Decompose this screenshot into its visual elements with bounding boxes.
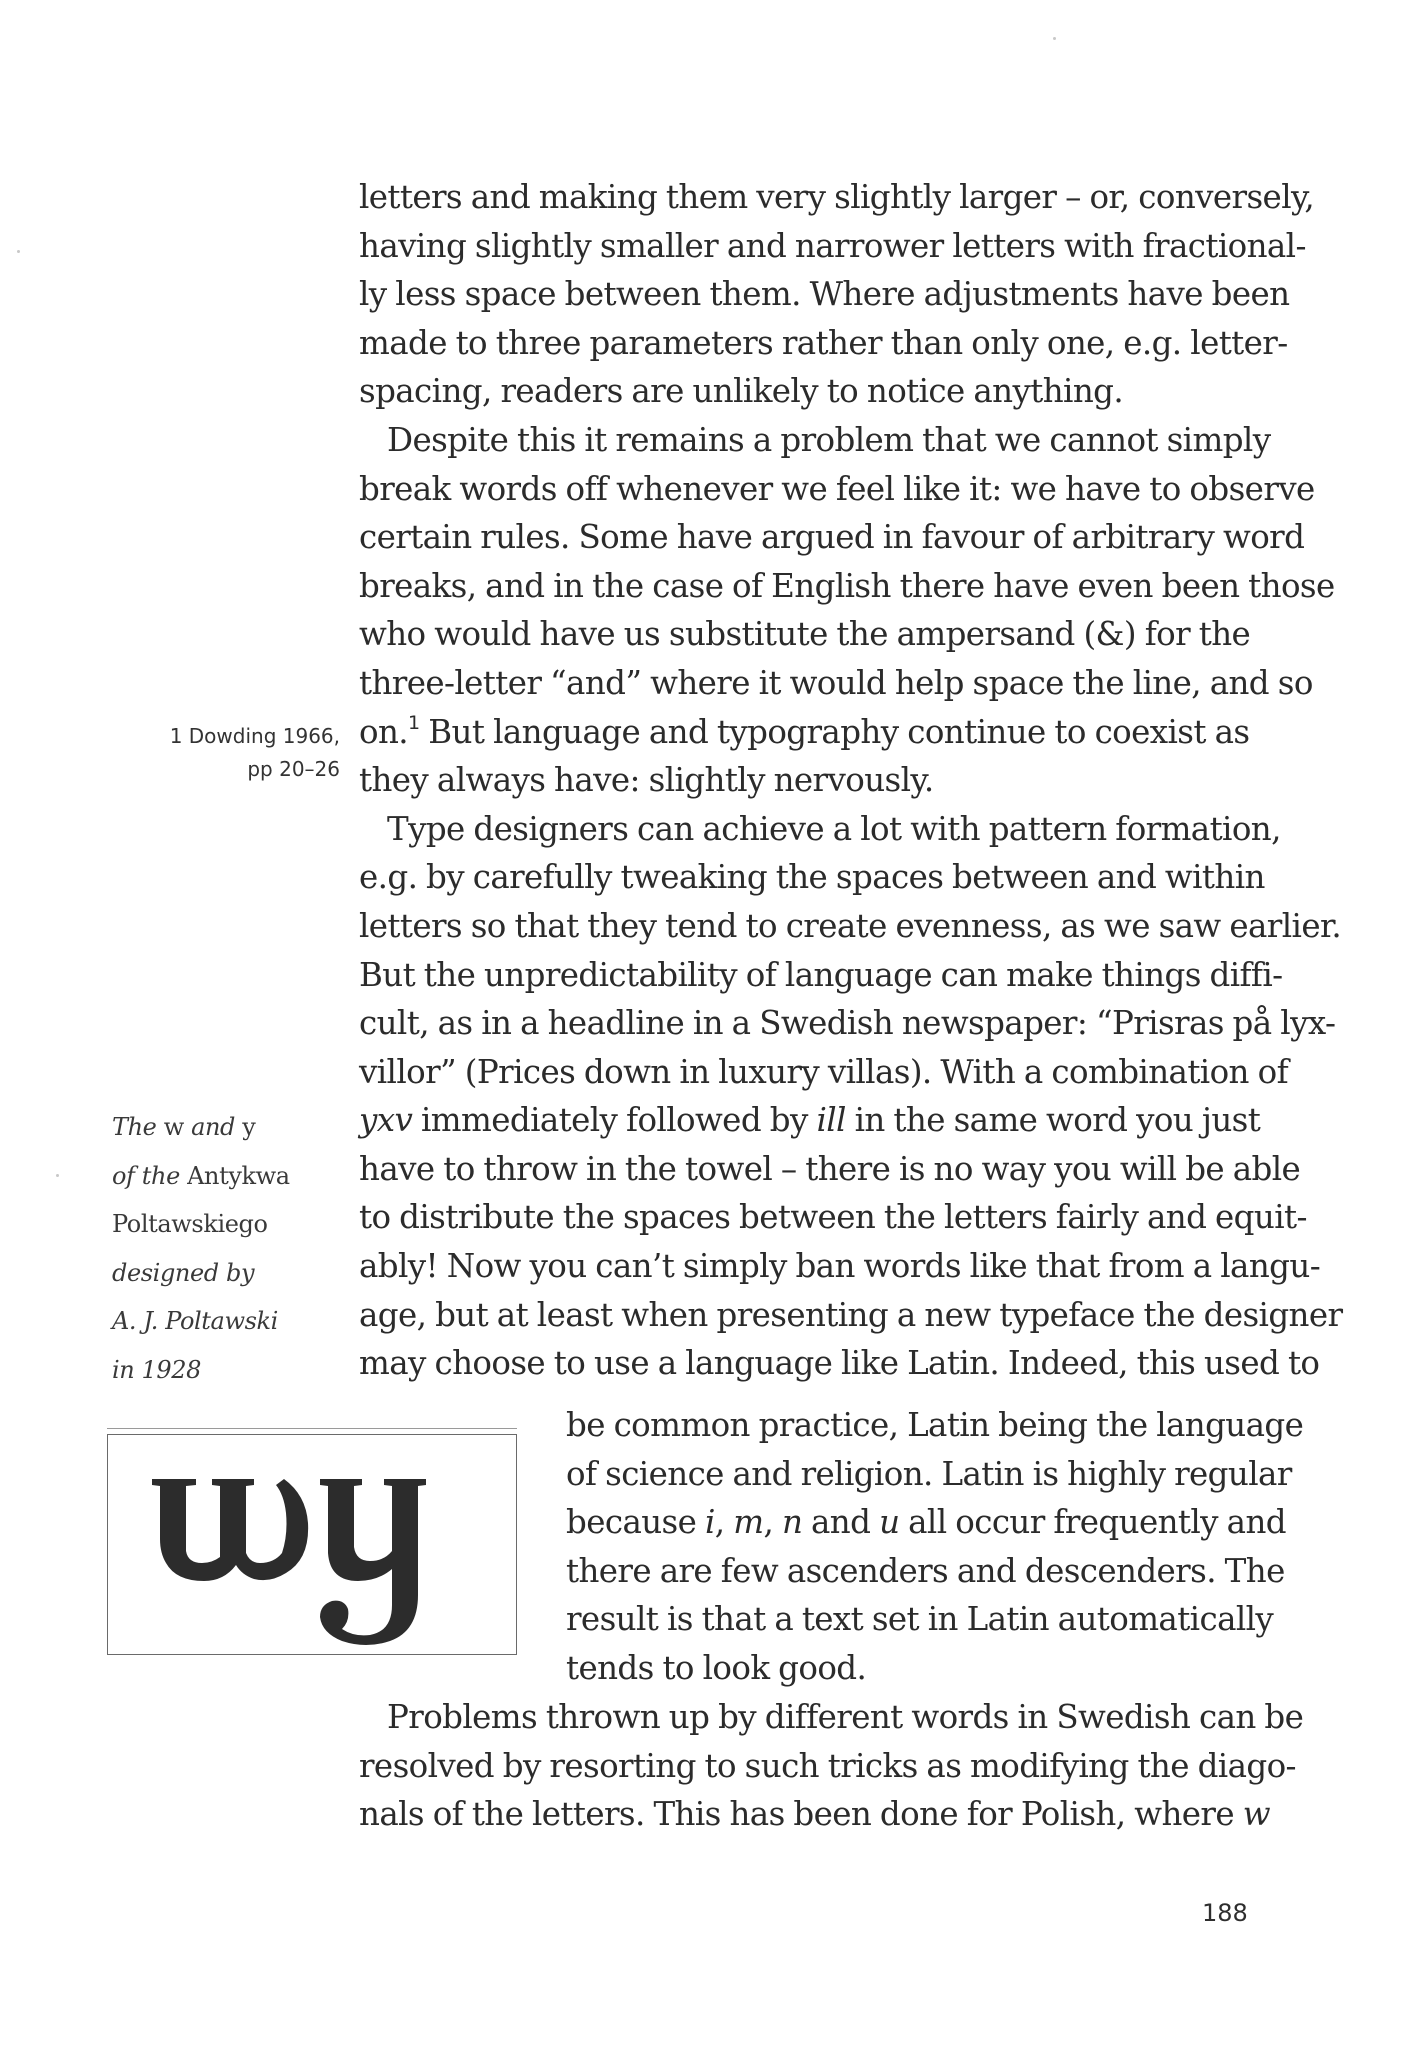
- footnote-line: pp 20–26: [247, 757, 340, 781]
- main-text-block-bottom: [359, 1693, 1303, 1839]
- italic-fragment: ill: [816, 1101, 846, 1140]
- text-fragment: all occur frequently and: [899, 1503, 1286, 1542]
- text-fragment: ,: [763, 1503, 782, 1542]
- text-line: certain rules. Some have argued in favour of arbitrary word: [359, 518, 1305, 557]
- text-fragment: because: [566, 1503, 705, 1542]
- text-line: breaks, and in the case of English there have even been those: [359, 566, 1335, 605]
- figure-top-rule: [107, 1428, 517, 1429]
- caption-line: [112, 1152, 290, 1201]
- text-line: e.g. by carefully tweaking the spaces between and within: [359, 858, 1265, 897]
- text-line: spacing, readers are unlikely to notice anything.: [359, 372, 1124, 411]
- footnote-line: 1 Dowding 1966,: [169, 724, 340, 748]
- text-fragment: ,: [714, 1503, 734, 1542]
- text-line: But the unpredictability of language can make things diffi-: [359, 955, 1283, 994]
- paper-speck: [56, 1174, 59, 1177]
- italic-fragment: n: [781, 1503, 803, 1542]
- italic-fragment: yxv: [359, 1101, 413, 1140]
- main-text-block-beside-figure: [566, 1401, 1303, 1693]
- caption-line: [112, 1103, 290, 1152]
- text-line: may choose to use a language like Latin. Indeed, this used to: [359, 1344, 1320, 1383]
- italic-fragment: m: [733, 1503, 764, 1542]
- text-line: cult, as in a headline in a Swedish newspaper: “Prisras på lyx-: [359, 1004, 1336, 1043]
- text-line: [359, 1790, 1303, 1839]
- text-line: resolved by resorting to such tricks as modifying the diago-: [359, 1746, 1296, 1785]
- text-fragment: nals of the letters. This has been done for Polish, where: [359, 1795, 1243, 1834]
- text-fragment: and: [802, 1503, 880, 1542]
- paper-speck: [1053, 37, 1056, 40]
- text-line: ably! Now you can’t simply ban words like that from a langu-: [359, 1247, 1321, 1286]
- text-line: made to three parameters rather than only one, e.g. letter-: [359, 323, 1288, 362]
- text-line: of science and religion. Latin is highly regular: [566, 1454, 1292, 1493]
- footnote-marker: 1: [408, 711, 420, 734]
- text-line: have to throw in the towel – there is no way you will be able: [359, 1149, 1301, 1188]
- text-fragment: immediately followed by: [412, 1101, 817, 1140]
- caption-line: [112, 1249, 290, 1298]
- text-line: Despite this it remains a problem that we cannot simply: [387, 420, 1271, 459]
- text-line-with-footnote: [359, 708, 1342, 757]
- margin-footnote: [170, 720, 340, 786]
- text-line: who would have us substitute the ampersand (&) for the: [359, 615, 1251, 654]
- italic-fragment: and: [191, 1113, 236, 1141]
- caption-line: [112, 1346, 290, 1395]
- italic-fragment: The: [112, 1113, 157, 1141]
- figure-caption: [112, 1103, 290, 1395]
- text-line: they always have: slightly nervously.: [359, 761, 934, 800]
- text-line: three-letter “and” where it would help space the line, and so: [359, 663, 1313, 702]
- page-number: 188: [1202, 1899, 1248, 1927]
- text-fragment: on.: [359, 712, 409, 751]
- text-line: tends to look good.: [566, 1648, 867, 1687]
- italic-fragment: w: [1242, 1795, 1270, 1834]
- text-line: having slightly smaller and narrower letters with fractional-: [359, 226, 1306, 265]
- text-line: [359, 1096, 1342, 1145]
- text-line: to distribute the spaces between the letters fairly and equit-: [359, 1198, 1307, 1237]
- italic-fragment: of the: [112, 1161, 180, 1190]
- text-line: there are few ascenders and descenders. The: [566, 1551, 1285, 1590]
- glyph-y: [320, 1479, 426, 1645]
- text-fragment: Antykwa: [179, 1161, 290, 1190]
- text-fragment: y: [235, 1113, 256, 1141]
- italic-fragment: in 1928: [112, 1355, 202, 1384]
- italic-fragment: A. J. Poltawski: [112, 1307, 278, 1336]
- italic-fragment: i: [705, 1503, 715, 1542]
- italic-fragment: u: [879, 1503, 900, 1542]
- text-line: result is that a text set in Latin automatically: [566, 1600, 1274, 1639]
- text-line: villor” (Prices down in luxury villas). With a combination of: [359, 1052, 1289, 1091]
- text-line: be common practice, Latin being the language: [566, 1406, 1304, 1444]
- text-line: [566, 1498, 1303, 1547]
- text-line: Problems thrown up by different words in Swedish can be: [387, 1698, 1304, 1736]
- italic-fragment: designed by: [112, 1258, 255, 1287]
- text-line: letters so that they tend to create evenness, as we saw earlier.: [359, 906, 1342, 945]
- text-line: break words off whenever we feel like it: we have to observe: [359, 469, 1315, 508]
- text-line: letters and making them very slightly larger – or, conversely,: [359, 178, 1315, 216]
- text-fragment: in the same word you just: [845, 1101, 1261, 1140]
- typeface-specimen-figure: [107, 1434, 517, 1655]
- text-line: age, but at least when presenting a new typeface the designer: [359, 1295, 1343, 1334]
- main-text-block-top: [359, 173, 1342, 1388]
- text-fragment: But language and typography continue to coexist as: [419, 712, 1250, 751]
- text-line: Type designers can achieve a lot with pattern formation,: [387, 809, 1281, 848]
- text-fragment: w: [156, 1113, 192, 1141]
- caption-line: Poltawskiego: [112, 1210, 268, 1239]
- text-line: ly less space between them. Where adjustments have been: [359, 275, 1290, 314]
- paper-speck: [17, 250, 20, 253]
- glyph-w: [152, 1479, 308, 1581]
- caption-line: [112, 1297, 290, 1346]
- wy-glyph-specimen: [108, 1435, 518, 1656]
